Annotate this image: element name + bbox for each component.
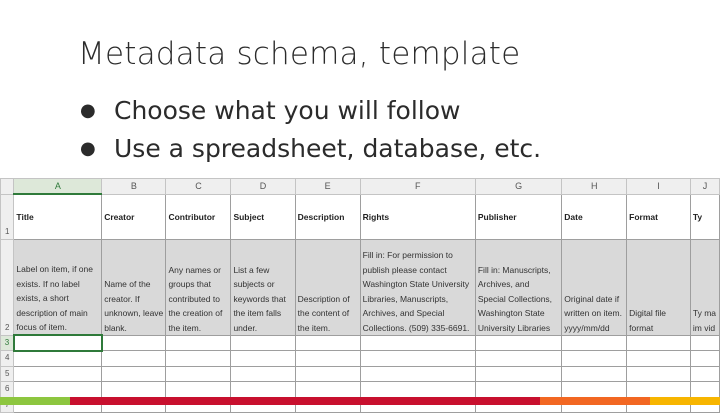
table-row	[1, 335, 720, 350]
bullet-dot-icon: ●	[80, 100, 96, 121]
field-description-cell[interactable]: Name of the creator. If unknown, leave blank.	[102, 240, 166, 336]
spreadsheet-grid	[0, 178, 720, 413]
empty-cell[interactable]	[166, 366, 231, 381]
field-name-cell[interactable]: Date	[562, 194, 627, 240]
field-name-cell[interactable]: Ty	[690, 194, 719, 240]
empty-cell[interactable]	[690, 366, 719, 381]
select-all-corner[interactable]	[1, 179, 14, 195]
empty-cell[interactable]	[102, 351, 166, 366]
empty-cell[interactable]	[102, 382, 166, 397]
empty-cell[interactable]	[102, 366, 166, 381]
bullet-item	[80, 130, 541, 168]
empty-cell[interactable]	[166, 351, 231, 366]
table-row	[1, 382, 720, 397]
active-cell[interactable]	[14, 335, 102, 350]
empty-cell[interactable]	[360, 366, 475, 381]
bullet-dot-icon: ●	[80, 138, 96, 159]
empty-cell[interactable]	[166, 382, 231, 397]
table-row	[1, 194, 720, 240]
empty-cell[interactable]	[475, 335, 561, 350]
field-name-cell[interactable]: Description	[295, 194, 360, 240]
row-header-2[interactable]: 2	[1, 240, 14, 336]
empty-cell[interactable]	[166, 335, 231, 350]
field-description-cell[interactable]: Any names or groups that contributed to the creation of the item.	[166, 240, 231, 336]
empty-cell[interactable]	[475, 351, 561, 366]
table-row	[1, 351, 720, 366]
field-name-cell[interactable]: Title	[14, 194, 102, 240]
column-header-h[interactable]: H	[562, 179, 627, 195]
bullet-list	[80, 92, 541, 168]
bullet-text: Choose what you will follow	[114, 96, 461, 125]
empty-cell[interactable]	[562, 351, 627, 366]
column-header-g[interactable]: G	[475, 179, 561, 195]
spreadsheet-screenshot	[0, 178, 720, 397]
empty-cell[interactable]	[627, 351, 691, 366]
column-header-j[interactable]: J	[690, 179, 719, 195]
table-row	[1, 366, 720, 381]
column-header-a[interactable]: A	[14, 179, 102, 195]
empty-cell[interactable]	[14, 382, 102, 397]
empty-cell[interactable]	[360, 382, 475, 397]
column-header-i[interactable]: I	[627, 179, 691, 195]
column-header-c[interactable]: C	[166, 179, 231, 195]
empty-cell[interactable]	[14, 351, 102, 366]
empty-cell[interactable]	[475, 366, 561, 381]
row-header-1[interactable]: 1	[1, 194, 14, 240]
footer-accent-bar	[0, 397, 720, 405]
bullet-item	[80, 92, 541, 130]
accent-segment-green	[0, 397, 70, 405]
empty-cell[interactable]	[102, 335, 166, 350]
column-header-d[interactable]: D	[231, 179, 295, 195]
field-name-cell[interactable]: Contributor	[166, 194, 231, 240]
row-header-5[interactable]: 5	[1, 366, 14, 381]
empty-cell[interactable]	[562, 382, 627, 397]
field-description-cell[interactable]: Original date if written on item. yyyy/mm/dd	[562, 240, 627, 336]
bullet-text: Use a spreadsheet, database, etc.	[114, 134, 542, 163]
empty-cell[interactable]	[360, 335, 475, 350]
empty-cell[interactable]	[627, 335, 691, 350]
field-name-cell[interactable]: Rights	[360, 194, 475, 240]
empty-cell[interactable]	[295, 351, 360, 366]
empty-cell[interactable]	[231, 335, 295, 350]
empty-cell[interactable]	[627, 366, 691, 381]
empty-cell[interactable]	[360, 351, 475, 366]
field-description-cell[interactable]: Label on item, if one exists. If no label exists, a short description of main focus of item.	[14, 240, 102, 336]
empty-cell[interactable]	[295, 335, 360, 350]
row-header-3[interactable]: 3	[1, 335, 14, 350]
empty-cell[interactable]	[231, 366, 295, 381]
empty-cell[interactable]	[627, 382, 691, 397]
field-name-cell[interactable]: Format	[627, 194, 691, 240]
field-name-cell[interactable]: Creator	[102, 194, 166, 240]
empty-cell[interactable]	[690, 382, 719, 397]
field-description-cell[interactable]: Fill in: Manuscripts, Archives, and Special Collections, Washington State University Libraries	[475, 240, 561, 336]
empty-cell[interactable]	[231, 382, 295, 397]
field-name-cell[interactable]: Subject	[231, 194, 295, 240]
accent-segment-orange	[540, 397, 650, 405]
field-description-cell[interactable]: Ty ma im vid	[690, 240, 719, 336]
column-header-f[interactable]: F	[360, 179, 475, 195]
empty-cell[interactable]	[562, 335, 627, 350]
empty-cell[interactable]	[295, 382, 360, 397]
row-header-6[interactable]: 6	[1, 382, 14, 397]
accent-segment-red	[70, 397, 540, 405]
empty-cell[interactable]	[14, 366, 102, 381]
slide-title: Metadata schema, template	[78, 36, 521, 72]
empty-cell[interactable]	[231, 351, 295, 366]
empty-cell[interactable]	[690, 351, 719, 366]
field-description-cell[interactable]: Description of the content of the item.	[295, 240, 360, 336]
empty-cell[interactable]	[690, 335, 719, 350]
field-name-cell[interactable]: Publisher	[475, 194, 561, 240]
field-description-cell[interactable]: List a few subjects or keywords that the item falls under.	[231, 240, 295, 336]
empty-cell[interactable]	[475, 382, 561, 397]
table-row	[1, 240, 720, 336]
column-header-e[interactable]: E	[295, 179, 360, 195]
accent-segment-yellow	[650, 397, 720, 405]
field-description-cell[interactable]: Digital file format	[627, 240, 691, 336]
empty-cell[interactable]	[295, 366, 360, 381]
column-header-b[interactable]: B	[102, 179, 166, 195]
row-header-4[interactable]: 4	[1, 351, 14, 366]
field-description-cell[interactable]: Fill in: For permission to publish please contact Washington State University Libraries, Manuscripts, Archives, and Special Collections. (509) 335-6691.	[360, 240, 475, 336]
empty-cell[interactable]	[562, 366, 627, 381]
